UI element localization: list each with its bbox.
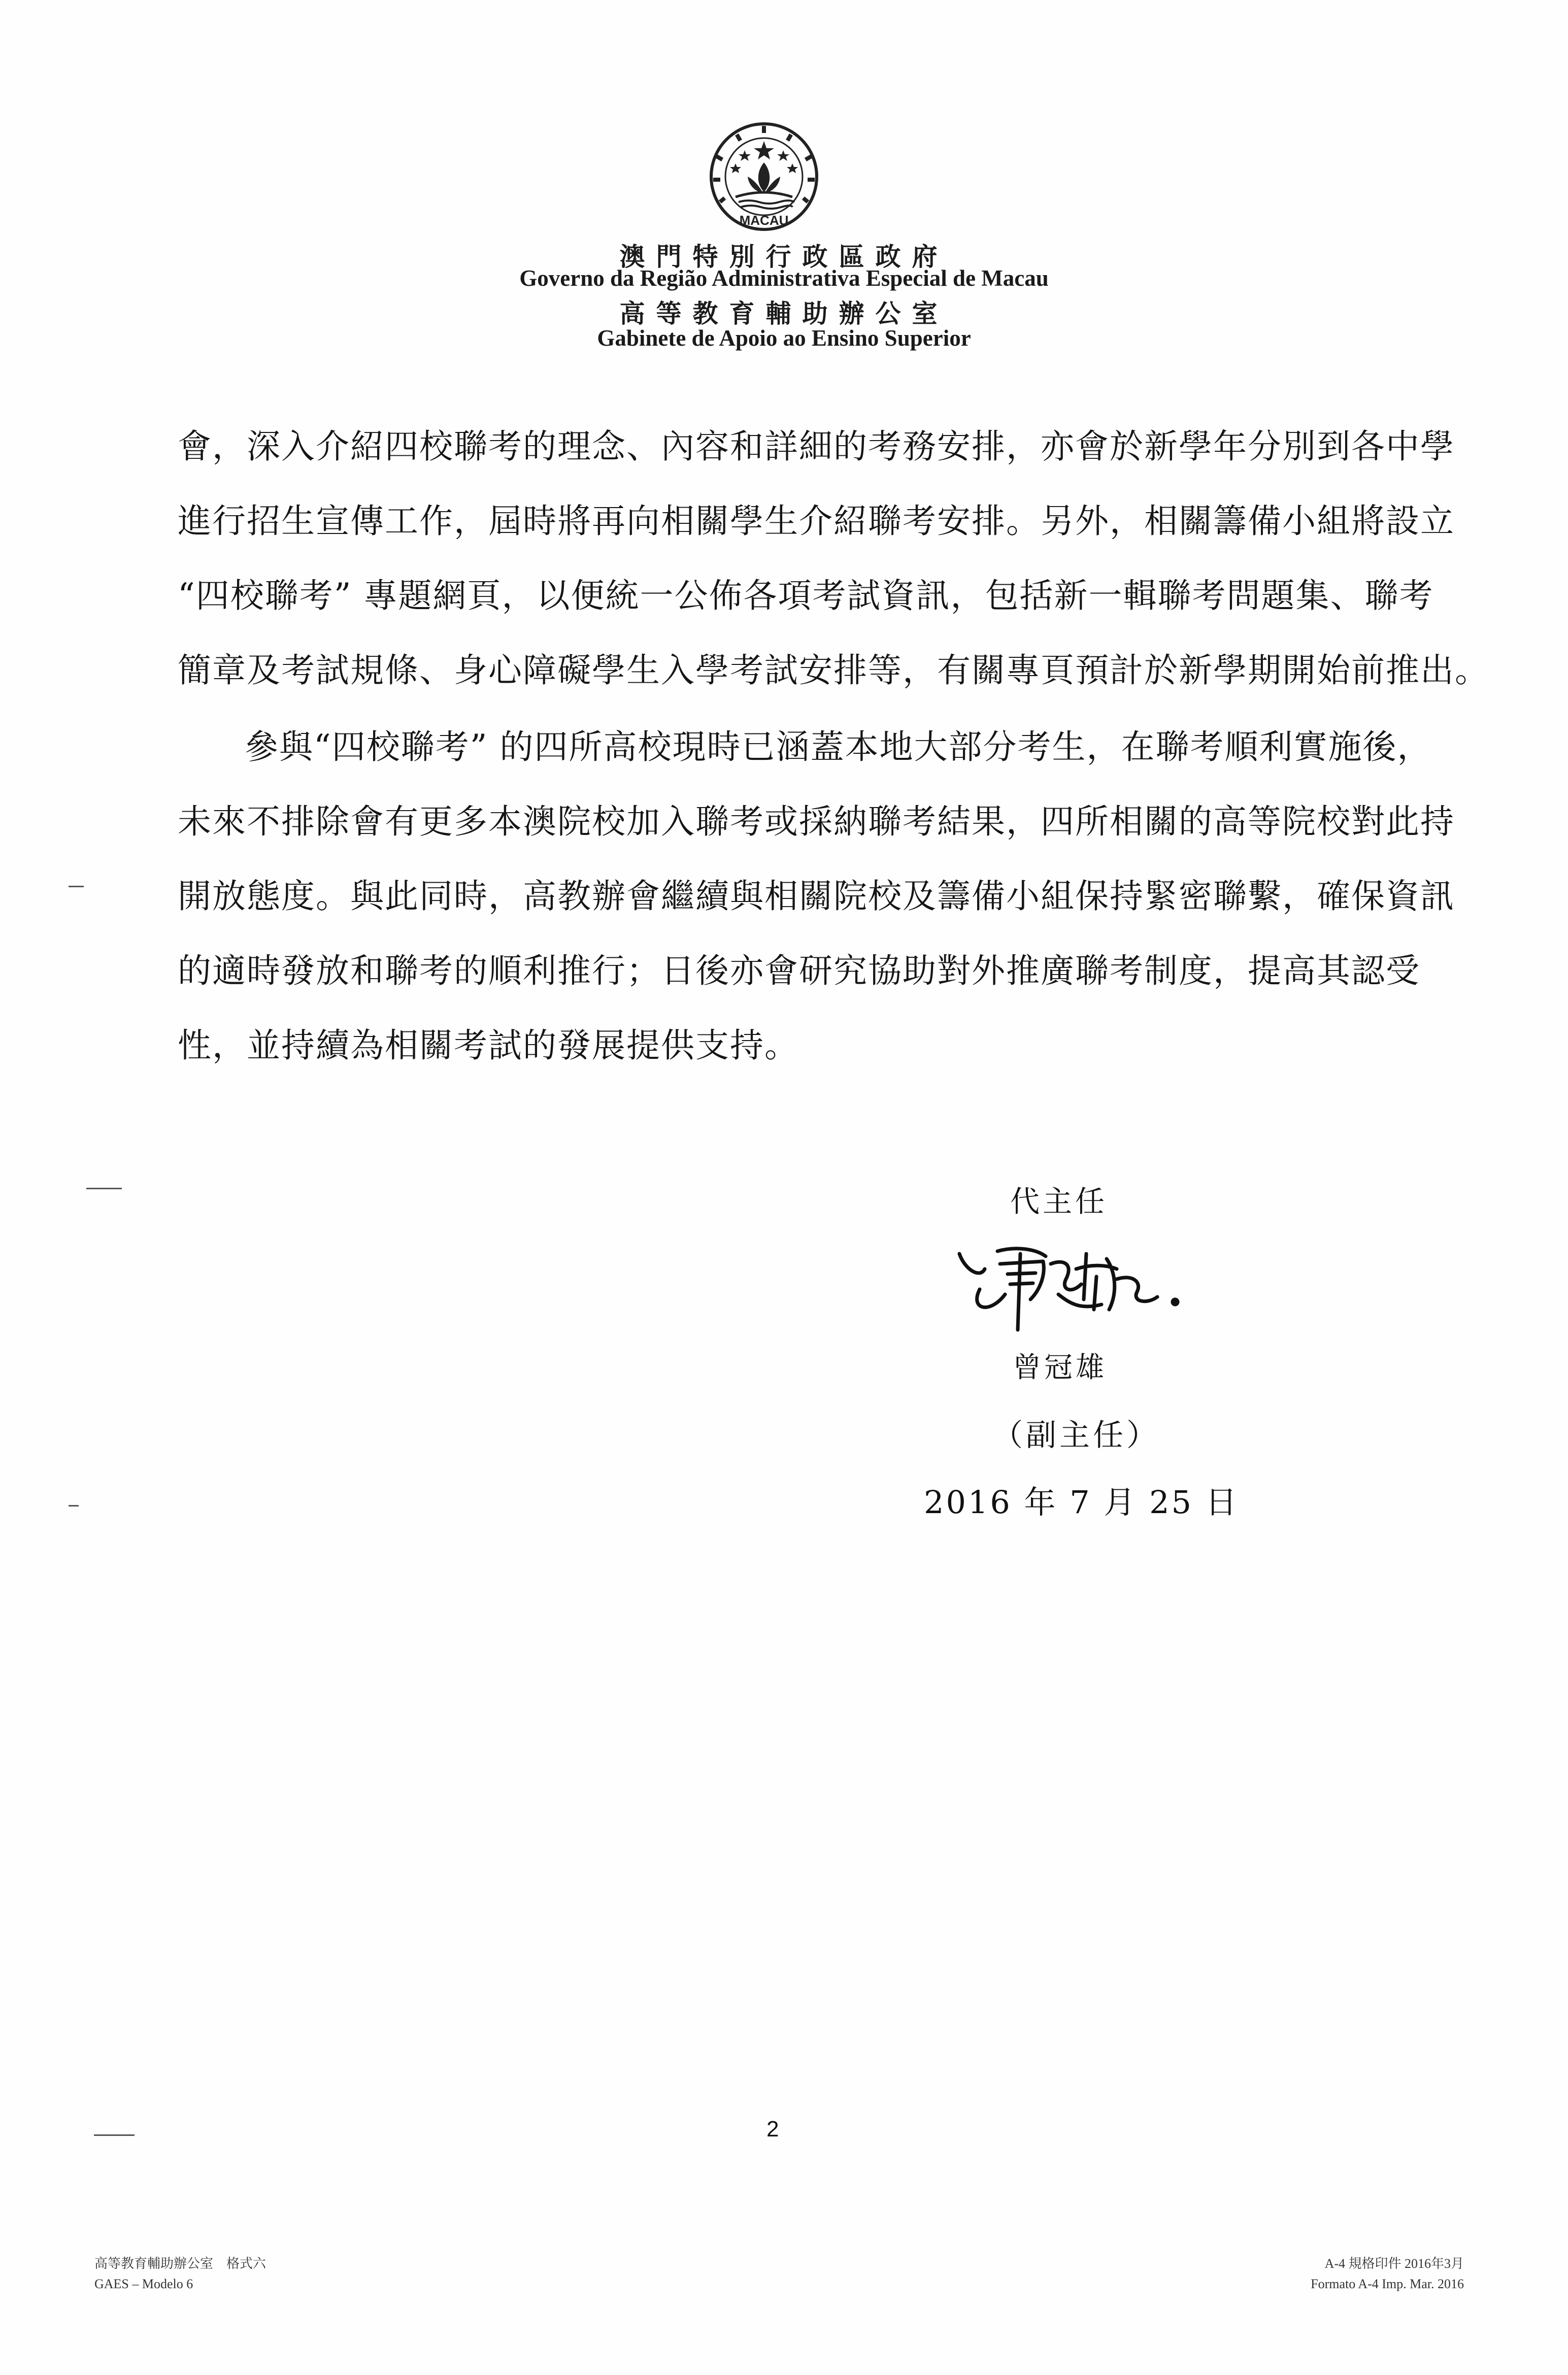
document-date: 2016 年 7 月 25 日 [924,1484,1239,1521]
scan-artifact-mark [86,1188,122,1189]
footer-print-format-portuguese: Formato A-4 Imp. Mar. 2016 [1311,2277,1464,2291]
signatory-role: （副主任） [992,1418,1160,1453]
footer-print-format-chinese: A-4 規格印件 2016年3月 [1324,2256,1464,2271]
paragraph-line: 參與“四校聯考” 的四所高校現時已涵蓋本地大部分考生，在聯考順利實施後， [245,727,1432,766]
emblem-text: MACAU [739,213,789,228]
signatory-title: 代主任 [1010,1184,1108,1219]
government-name-chinese: 澳門特別行政區政府 [619,243,949,271]
footer-left [94,2254,266,2294]
paragraph-line: 簡章及考試規條、身心障礙學生入學考試安排等，有關專頁預計於新學期開始前推出。 [178,651,1489,690]
paragraph-line: 會，深入介紹四校聯考的理念、內容和詳細的考務安排，亦會於新學年分別到各中學 [178,427,1455,466]
page-number: 2 [766,2117,779,2142]
government-name-portuguese: Governo da Região Administrativa Especial de Macau [519,265,1049,291]
body-paragraph-1 [178,409,1489,708]
office-name-portuguese: Gabinete de Apoio ao Ensino Superior [597,325,971,351]
office-name-chinese: 高等教育輔助辦公室 [619,299,949,328]
body-paragraph-2 [178,710,1455,1083]
footer-form-code-chinese: 高等教育輔助辦公室 格式六 [94,2256,266,2271]
scan-artifact-mark [69,886,84,887]
paragraph-line: 未來不排除會有更多本澳院校加入聯考或採納聯考結果，四所相關的高等院校對此持 [178,802,1455,841]
paragraph-line: 進行招生宣傳工作，屆時將再向相關學生介紹聯考安排。另外，相關籌備小組將設立 [178,501,1455,541]
signatory-name: 曾冠雄 [1013,1351,1107,1384]
scan-artifact-mark [69,1505,79,1507]
paragraph-line: 性，並持續為相關考試的發展提供支持。 [178,1026,799,1065]
paragraph-line: 開放態度。與此同時，高教辦會繼續與相關院校及籌備小組保持緊密聯繫，確保資訊 [178,877,1455,916]
footer-right [1311,2254,1464,2294]
scan-artifact-mark [94,2134,135,2136]
footer-form-code-portuguese: GAES – Modelo 6 [94,2277,193,2291]
paragraph-line: “四校聯考” 專題網頁，以便統一公佈各項考試資訊，包括新一輯聯考問題集、聯考 [178,576,1434,615]
paragraph-line: 的適時發放和聯考的順利推行；日後亦會研究協助對外推廣聯考制度，提高其認受 [178,951,1420,990]
macau-emblem-logo [703,121,825,238]
handwritten-signature [949,1233,1193,1350]
